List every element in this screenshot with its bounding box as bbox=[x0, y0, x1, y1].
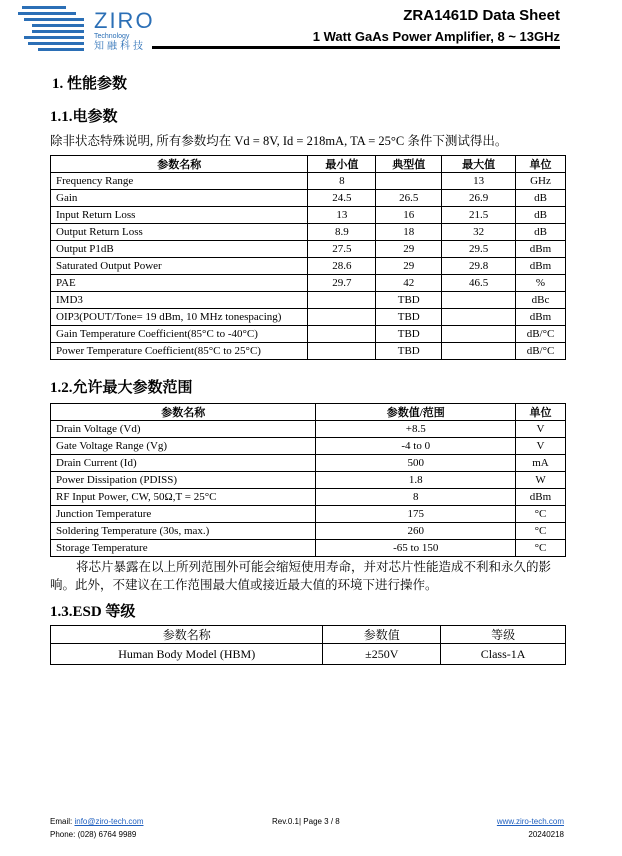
table-cell: TBD bbox=[376, 292, 442, 309]
table-cell: +8.5 bbox=[316, 421, 516, 438]
table-cell: 29 bbox=[376, 241, 442, 258]
table-cell: Class-1A bbox=[441, 644, 566, 665]
table-cell: 29 bbox=[376, 258, 442, 275]
table-cell: GHz bbox=[516, 173, 566, 190]
table-cell bbox=[308, 343, 376, 360]
table-cell: 16 bbox=[376, 207, 442, 224]
table-row bbox=[51, 292, 566, 309]
doc-subtitle: 1 Watt GaAs Power Amplifier, 8 ~ 13GHz bbox=[312, 29, 560, 44]
table-row bbox=[51, 455, 566, 472]
table-cell bbox=[308, 326, 376, 343]
table-cell: Power Temperature Coefficient(85°C to 25°C) bbox=[51, 343, 308, 360]
table-row bbox=[51, 326, 566, 343]
table-row bbox=[51, 421, 566, 438]
table-cell: 8.9 bbox=[308, 224, 376, 241]
header-cell: 参数名称 bbox=[51, 404, 316, 421]
doc-date: 20240218 bbox=[528, 830, 564, 839]
table-cell: ±250V bbox=[323, 644, 441, 665]
logo-name: ZIRO bbox=[94, 8, 155, 33]
table-header-row bbox=[51, 156, 566, 173]
table-cell: 18 bbox=[376, 224, 442, 241]
table-row bbox=[51, 644, 566, 665]
table-cell: Power Dissipation (PDISS) bbox=[51, 472, 316, 489]
table-row bbox=[51, 258, 566, 275]
table-cell: dB bbox=[516, 190, 566, 207]
footer-right bbox=[497, 815, 564, 841]
table-cell: Human Body Model (HBM) bbox=[51, 644, 323, 665]
table-cell: dBm bbox=[516, 309, 566, 326]
table-cell: 32 bbox=[442, 224, 516, 241]
logo-cn: 知融科技 bbox=[94, 41, 146, 52]
table-cell: Output Return Loss bbox=[51, 224, 308, 241]
table-cell: mA bbox=[516, 455, 566, 472]
table-header-row bbox=[51, 404, 566, 421]
table-row bbox=[51, 275, 566, 292]
esd-table bbox=[50, 625, 566, 665]
table-cell: 24.5 bbox=[308, 190, 376, 207]
table-cell: °C bbox=[516, 506, 566, 523]
table-cell: 29.5 bbox=[442, 241, 516, 258]
table-cell: Gate Voltage Range (Vg) bbox=[51, 438, 316, 455]
table-cell bbox=[308, 309, 376, 326]
email-label: Email: bbox=[50, 817, 73, 826]
table-cell bbox=[308, 292, 376, 309]
table-cell: TBD bbox=[376, 326, 442, 343]
table-cell: Frequency Range bbox=[51, 173, 308, 190]
table-cell: % bbox=[516, 275, 566, 292]
max-ratings-table bbox=[50, 403, 566, 557]
table-cell: RF Input Power, CW, 50Ω,T = 25°C bbox=[51, 489, 316, 506]
logo-stripes-icon bbox=[18, 4, 84, 54]
table-cell: 26.5 bbox=[376, 190, 442, 207]
electrical-params-table bbox=[50, 155, 566, 360]
table-cell: 21.5 bbox=[442, 207, 516, 224]
header-cell: 单位 bbox=[516, 404, 566, 421]
table-header-row bbox=[51, 626, 566, 644]
table-cell: dB/°C bbox=[516, 343, 566, 360]
warning-paragraph: 将芯片暴露在以上所列范围外可能会缩短使用寿命，并对芯片性能造成不利和永久的影响。此外，不建议在工作范围最大值或接近最大值的环境下进行操作。 bbox=[50, 560, 552, 592]
table-cell: 260 bbox=[316, 523, 516, 540]
table-cell bbox=[376, 173, 442, 190]
table-cell: dBc bbox=[516, 292, 566, 309]
section-heading-1-2: 1.2.允许最大参数范围 bbox=[50, 380, 193, 396]
table-cell: Junction Temperature bbox=[51, 506, 316, 523]
table-cell: TBD bbox=[376, 309, 442, 326]
table-cell: Drain Voltage (Vd) bbox=[51, 421, 316, 438]
table-cell: V bbox=[516, 421, 566, 438]
table-cell: dBm bbox=[516, 241, 566, 258]
table-cell: dB bbox=[516, 224, 566, 241]
header-cell: 参数值/范围 bbox=[316, 404, 516, 421]
doc-title: ZRA1461D Data Sheet bbox=[403, 7, 560, 24]
table-cell: 1.8 bbox=[316, 472, 516, 489]
table-cell: 8 bbox=[316, 489, 516, 506]
table-cell: dB/°C bbox=[516, 326, 566, 343]
table-cell: 29.7 bbox=[308, 275, 376, 292]
header-cell: 典型值 bbox=[376, 156, 442, 173]
header-cell: 最大值 bbox=[442, 156, 516, 173]
header-cell: 参数值 bbox=[323, 626, 441, 644]
phone-number: (028) 6764 9989 bbox=[77, 830, 137, 839]
table-cell: 27.5 bbox=[308, 241, 376, 258]
table-cell: Drain Current (Id) bbox=[51, 455, 316, 472]
table-row bbox=[51, 309, 566, 326]
table-cell: 175 bbox=[316, 506, 516, 523]
table-cell: 42 bbox=[376, 275, 442, 292]
company-logo bbox=[18, 4, 158, 54]
table-cell: TBD bbox=[376, 343, 442, 360]
table-cell: 8 bbox=[308, 173, 376, 190]
table-cell: Gain Temperature Coefficient(85°C to -40°C) bbox=[51, 326, 308, 343]
table-row bbox=[51, 343, 566, 360]
table-row bbox=[51, 489, 566, 506]
table-cell: °C bbox=[516, 540, 566, 557]
header-divider bbox=[152, 46, 560, 49]
header-cell: 最小值 bbox=[308, 156, 376, 173]
table-cell: dBm bbox=[516, 258, 566, 275]
header-cell: 等级 bbox=[441, 626, 566, 644]
table-cell: PAE bbox=[51, 275, 308, 292]
section-heading-1-3: 1.3.ESD 等级 bbox=[50, 604, 136, 620]
test-condition-note: 除非状态特殊说明, 所有参数均在 Vd = 8V, Id = 218mA, TA = 25°C 条件下测试得出。 bbox=[50, 134, 508, 148]
table-cell: 28.6 bbox=[308, 258, 376, 275]
table-row bbox=[51, 241, 566, 258]
footer-contact bbox=[50, 815, 144, 841]
table-cell: IMD3 bbox=[51, 292, 308, 309]
page-info: Rev.0.1| Page 3 / 8 bbox=[272, 817, 340, 826]
header-cell: 单位 bbox=[516, 156, 566, 173]
table-row bbox=[51, 506, 566, 523]
table-cell: 13 bbox=[442, 173, 516, 190]
table-cell: Output P1dB bbox=[51, 241, 308, 258]
table-row bbox=[51, 472, 566, 489]
table-cell: Input Return Loss bbox=[51, 207, 308, 224]
table-cell: dBm bbox=[516, 489, 566, 506]
table-cell: Saturated Output Power bbox=[51, 258, 308, 275]
table-row bbox=[51, 438, 566, 455]
table-cell: V bbox=[516, 438, 566, 455]
phone-label: Phone: bbox=[50, 830, 76, 839]
table-row bbox=[51, 523, 566, 540]
header-cell: 参数名称 bbox=[51, 156, 308, 173]
email-link[interactable]: info@ziro-tech.com bbox=[74, 817, 144, 826]
table-row bbox=[51, 224, 566, 241]
table-cell: Storage Temperature bbox=[51, 540, 316, 557]
table-cell: 500 bbox=[316, 455, 516, 472]
table-row bbox=[51, 173, 566, 190]
table-cell: 26.9 bbox=[442, 190, 516, 207]
table-cell: -65 to 150 bbox=[316, 540, 516, 557]
website-link[interactable]: www.ziro-tech.com bbox=[496, 817, 564, 826]
table-cell: dB bbox=[516, 207, 566, 224]
logo-tech: Technology bbox=[94, 33, 130, 40]
table-cell: Soldering Temperature (30s, max.) bbox=[51, 523, 316, 540]
table-cell bbox=[442, 343, 516, 360]
header-cell: 参数名称 bbox=[51, 626, 323, 644]
table-cell bbox=[442, 326, 516, 343]
table-cell bbox=[442, 292, 516, 309]
table-row bbox=[51, 190, 566, 207]
section-heading-1: 1. 性能参数 bbox=[52, 76, 128, 92]
table-cell: W bbox=[516, 472, 566, 489]
table-cell: 29.8 bbox=[442, 258, 516, 275]
section-heading-1-1: 1.1.电参数 bbox=[50, 109, 118, 125]
table-cell: OIP3(POUT/Tone= 19 dBm, 10 MHz tonespacing) bbox=[51, 309, 308, 326]
table-row bbox=[51, 540, 566, 557]
table-cell: 13 bbox=[308, 207, 376, 224]
table-cell: °C bbox=[516, 523, 566, 540]
table-cell: -4 to 0 bbox=[316, 438, 516, 455]
table-cell bbox=[442, 309, 516, 326]
table-cell: 46.5 bbox=[442, 275, 516, 292]
table-cell: Gain bbox=[51, 190, 308, 207]
table-row bbox=[51, 207, 566, 224]
